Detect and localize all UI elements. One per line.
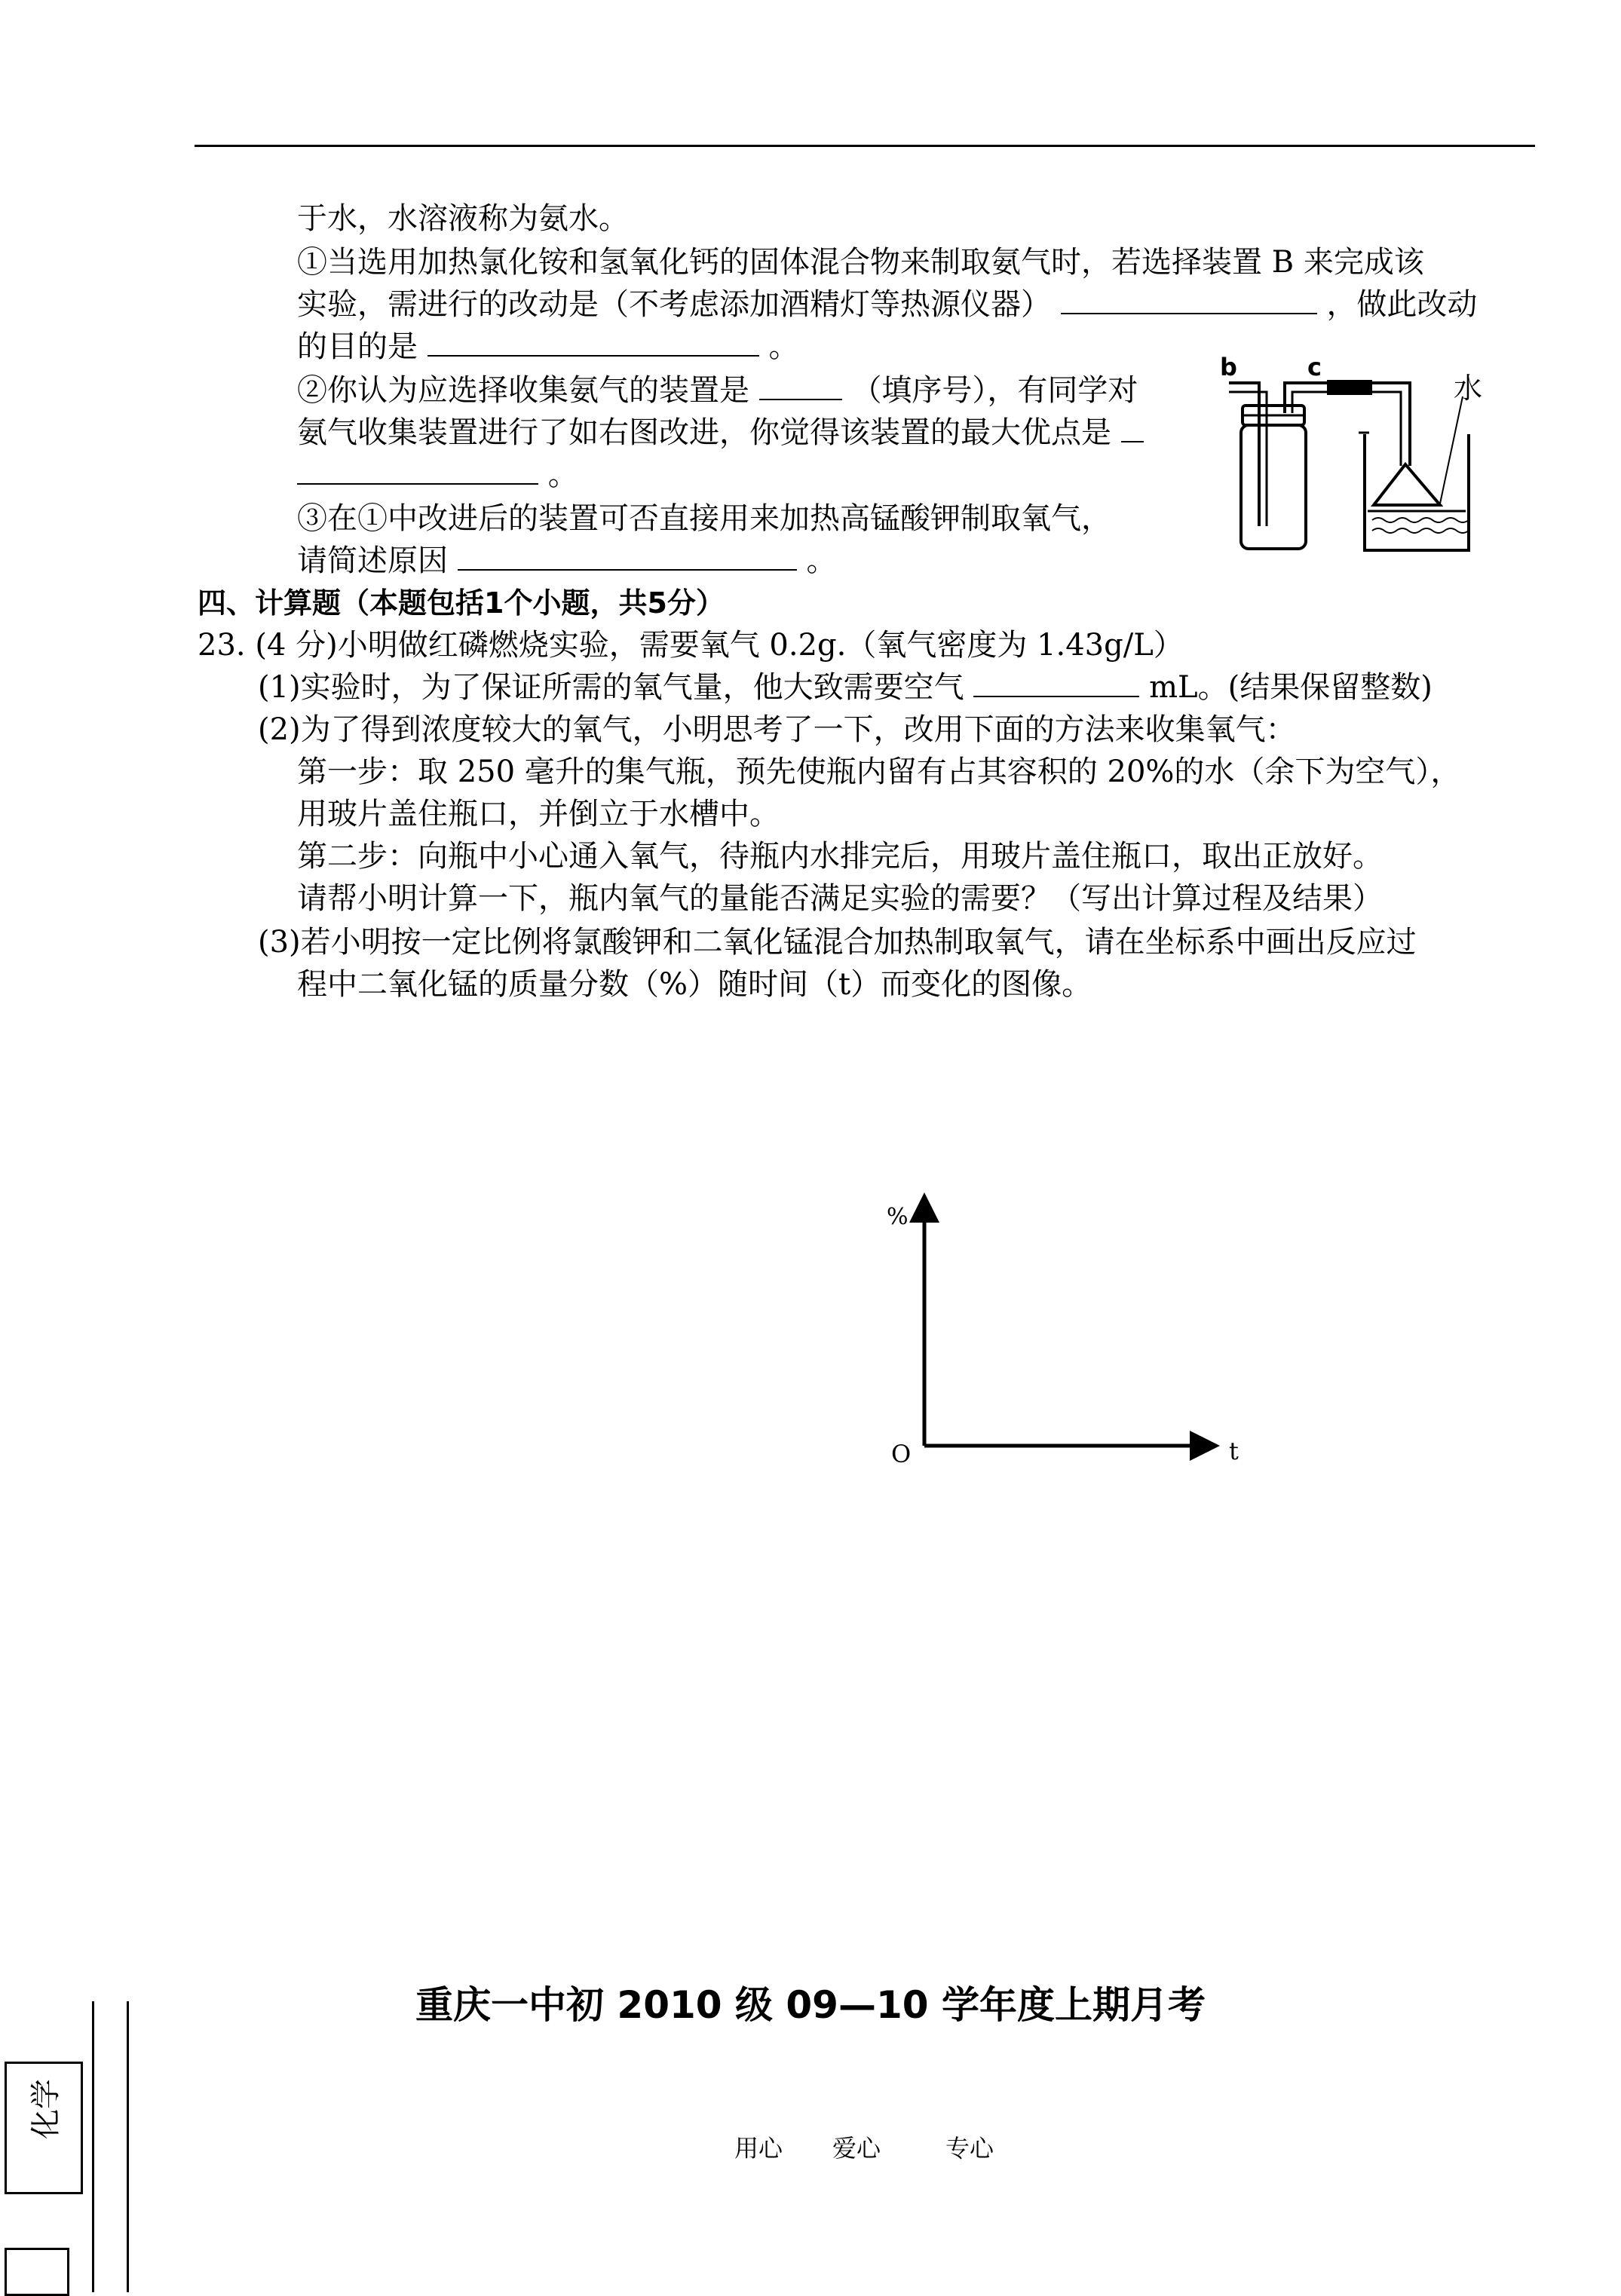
gas-collection-apparatus	[1214, 353, 1500, 556]
answer-blank-advantage[interactable]	[297, 456, 538, 485]
q23-part-1	[258, 666, 1433, 709]
label-water: 水	[1454, 372, 1483, 405]
label-b: b	[1220, 353, 1237, 381]
text-line-3	[297, 283, 1477, 326]
answer-blank-advantage-start[interactable]	[1121, 414, 1144, 442]
text-line-3-a: 实验，需进行的改动是（不考虑添加酒精灯等热源仪器）	[297, 287, 1051, 322]
binding-line-right	[127, 2001, 129, 2292]
inverted-funnel	[1374, 464, 1440, 505]
q23-part-2: (2)为了得到浓度较大的氧气，小明思考了一下，改用下面的方法来收集氧气：	[258, 712, 1296, 747]
text-line-9-b: 。	[806, 543, 837, 578]
tube-to-funnel	[1372, 383, 1410, 466]
text-line-9	[297, 540, 836, 582]
answer-blank-reason[interactable]	[458, 542, 797, 571]
text-line-5-a: ②你认为应选择收集氨气的装置是	[297, 373, 749, 408]
subject-label: 化学	[29, 2079, 63, 2139]
origin-label: O	[891, 1440, 912, 1468]
q23-step-2: 第二步：向瓶中小心通入氧气，待瓶内水排完后，用玻片盖住瓶口，取出正放好。	[297, 839, 1383, 874]
x-axis-label: t	[1229, 1437, 1239, 1465]
q23-part-1-a: (1)实验时，为了保证所需的氧气量，他大致需要空气	[258, 670, 964, 705]
footer-motto-1: 用心	[734, 2134, 783, 2163]
footer-motto-3: 专心	[945, 2134, 994, 2163]
rubber-connector-c	[1327, 380, 1372, 395]
q23-part-3b: 程中二氧化锰的质量分数（%）随时间（t）而变化的图像。	[297, 967, 1092, 1002]
subject-box	[5, 2062, 83, 2194]
q23-part-1-b: mL。(结果保留整数)	[1149, 670, 1433, 705]
answer-blank-air-volume[interactable]	[973, 669, 1139, 697]
answer-blank-device[interactable]	[759, 372, 842, 400]
text-line-1: 于水，水溶液称为氨水。	[297, 201, 629, 236]
text-line-5-b: （填序号），有同学对	[851, 373, 1138, 408]
text-line-7	[297, 454, 578, 496]
corner-box	[5, 2248, 69, 2296]
question-23: 23. (4 分)小明做红磷燃烧实验，需要氧气 0.2g.（氧气密度为 1.43g/L）	[198, 628, 1184, 663]
answer-blank-purpose[interactable]	[427, 328, 759, 357]
collection-bottle	[1241, 425, 1306, 549]
footer-motto-2: 爱心	[832, 2134, 881, 2163]
text-line-7-a: 。	[547, 458, 578, 492]
text-line-8: ③在①中改进后的装置可否直接用来加热高锰酸钾制取氧气，	[297, 501, 1111, 536]
binding-line-left	[92, 2001, 94, 2292]
header-rule	[195, 145, 1535, 147]
text-line-9-a: 请简述原因	[297, 543, 448, 578]
answer-blank-modification[interactable]	[1061, 286, 1317, 314]
text-line-2: ①当选用加热氯化铵和氢氧化钙的固体混合物来制取氨气时，若选择装置 B 来完成该	[297, 245, 1424, 280]
text-line-4-a: 的目的是	[297, 329, 418, 364]
q23-ask: 请帮小明计算一下，瓶内氧气的量能否满足实验的需要？（写出计算过程及结果）	[297, 881, 1383, 916]
q23-step-1b: 用玻片盖住瓶口，并倒立于水槽中。	[297, 797, 780, 831]
text-line-4-b: 。	[768, 329, 799, 364]
q23-part-3a: (3)若小明按一定比例将氯酸钾和二氧化锰混合加热制取氧气，请在坐标系中画出反应过	[258, 925, 1417, 960]
label-c: c	[1307, 353, 1322, 381]
y-axis-label: %	[887, 1204, 909, 1230]
q23-step-1a: 第一步：取 250 毫升的集气瓶，预先使瓶内留有占其容积的 20%的水（余下为空气），	[297, 755, 1461, 789]
coordinate-axes	[867, 1191, 1259, 1477]
text-line-3-b: ，做此改动	[1326, 287, 1478, 322]
text-line-6-a: 氨气收集装置进行了如右图改进，你觉得该装置的最大优点是	[297, 415, 1111, 450]
text-line-6	[297, 412, 1144, 454]
footer-school-title: 重庆一中初 2010 级 09—10 学年度上期月考	[415, 1983, 1206, 2027]
text-line-5	[297, 369, 1138, 412]
section-4-heading: 四、计算题（本题包括1个小题，共5分）	[198, 586, 725, 620]
text-line-4	[297, 326, 798, 368]
